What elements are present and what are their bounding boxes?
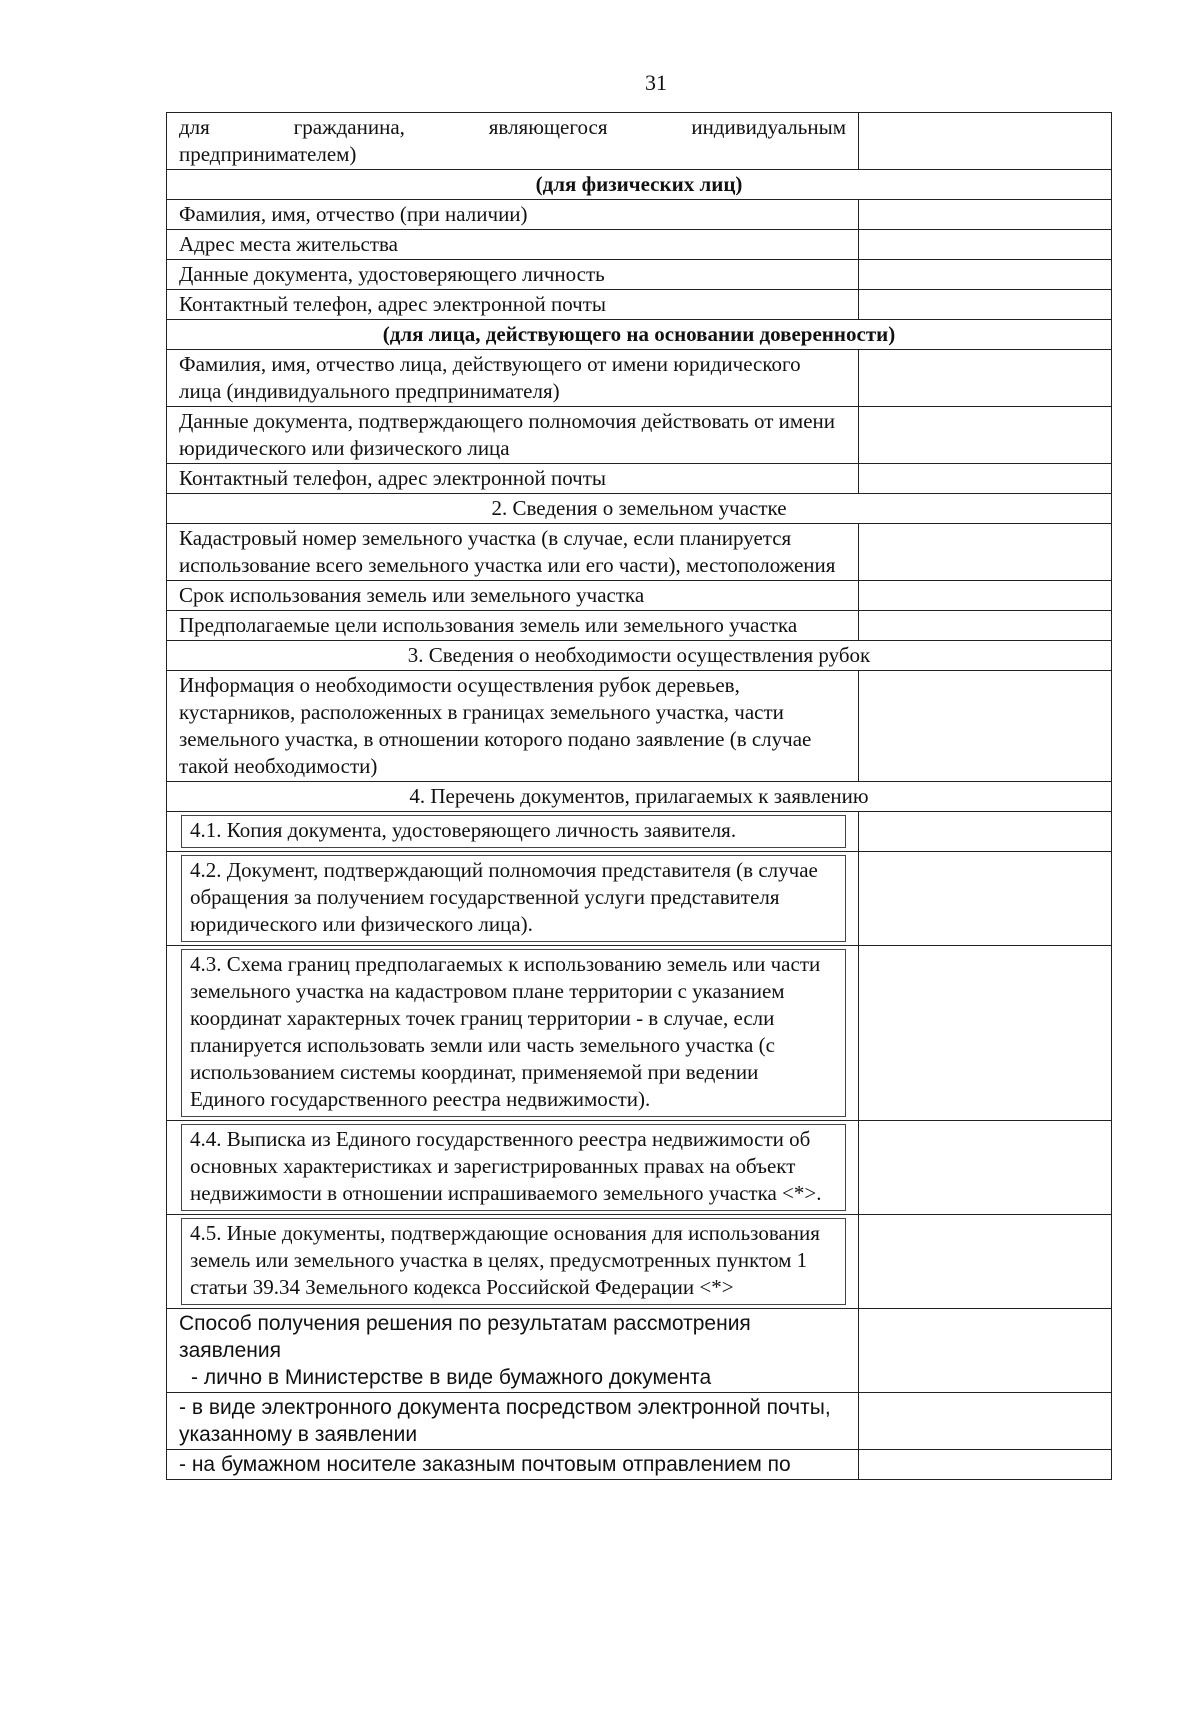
- table-row: [167, 671, 1112, 782]
- value-cell[interactable]: [859, 581, 1112, 611]
- value-cell[interactable]: [859, 671, 1112, 782]
- doc-4-5: 4.5. Иные документы, подтверждающие основания для использования земель или земельного участка в целях, предусмотренных пунктом 1 статьи 39.34 Земельного кодекса Российской Федерации <*>: [181, 1218, 846, 1305]
- value-cell[interactable]: [859, 1309, 1112, 1393]
- table-row: [167, 1393, 1112, 1450]
- doc-item-cell: [167, 946, 859, 1121]
- value-cell[interactable]: [859, 524, 1112, 581]
- section-header-row: [167, 320, 1112, 350]
- ip-line-1: для гражданина, являющегося индивидуальным: [179, 115, 846, 139]
- table-row: [167, 1215, 1112, 1309]
- cadastral-number-label: Кадастровый номер земельного участка (в случае, если планируется использование всего земельного участка или его части), местоположения: [167, 524, 859, 581]
- value-cell[interactable]: [859, 1450, 1112, 1480]
- table-row: [167, 464, 1112, 494]
- table-row: [167, 290, 1112, 320]
- table-row: [167, 852, 1112, 946]
- table-row: [167, 230, 1112, 260]
- section-proxy: (для лица, действующего на основании доверенности): [167, 320, 1112, 350]
- table-row: [167, 1121, 1112, 1215]
- proxy-contact-label: Контактный телефон, адрес электронной почты: [167, 464, 859, 494]
- doc-item-cell: [167, 1215, 859, 1309]
- table-row: [167, 407, 1112, 464]
- value-cell[interactable]: [859, 1121, 1112, 1215]
- value-cell[interactable]: [859, 350, 1112, 407]
- table-row: [167, 611, 1112, 641]
- individual-name-label: Фамилия, имя, отчество (при наличии): [167, 200, 859, 230]
- doc-item-cell: [167, 1121, 859, 1215]
- table-row: [167, 1450, 1112, 1480]
- row-label: [167, 113, 859, 170]
- value-cell[interactable]: [859, 1215, 1112, 1309]
- doc-4-1: 4.1. Копия документа, удостоверяющего личность заявителя.: [181, 815, 846, 848]
- application-form-table: [166, 112, 1112, 1480]
- doc-4-3: 4.3. Схема границ предполагаемых к использованию земель или части земельного участка на кадастровом плане территории с указанием координат характерных точек границ территории - в случае, если планируется использовать земли или часть земельного участка (с использованием системы координат, применяемой при ведении Единого государственного реестра недвижимости).: [181, 949, 846, 1117]
- section-header-row: [167, 494, 1112, 524]
- value-cell[interactable]: [859, 260, 1112, 290]
- table-row: [167, 946, 1112, 1121]
- delivery-method-cell: [167, 1309, 859, 1393]
- proxy-authority-doc-label: Данные документа, подтверждающего полномочия действовать от имени юридического или физического лица: [167, 407, 859, 464]
- doc-item-cell: [167, 852, 859, 946]
- delivery-method-label: Способ получения решения по результатам рассмотрения заявления: [179, 1312, 751, 1362]
- page-number: 31: [645, 70, 667, 95]
- doc-4-2: 4.2. Документ, подтверждающий полномочия представителя (в случае обращения за получением государственной услуги представителя юридического или физического лица).: [181, 855, 846, 942]
- delivery-post-label: - на бумажном носителе заказным почтовым отправлением по: [167, 1450, 859, 1480]
- individual-contact-label: Контактный телефон, адрес электронной почты: [167, 290, 859, 320]
- table-row: [167, 350, 1112, 407]
- proxy-name-label: Фамилия, имя, отчество лица, действующего от имени юридического лица (индивидуального предпринимателя): [167, 350, 859, 407]
- value-cell[interactable]: [859, 1393, 1112, 1450]
- table-row: [167, 524, 1112, 581]
- value-cell[interactable]: [859, 464, 1112, 494]
- value-cell[interactable]: [859, 946, 1112, 1121]
- table-row: [167, 113, 1112, 170]
- value-cell[interactable]: [859, 852, 1112, 946]
- section-header-row: [167, 641, 1112, 671]
- table-row: [167, 200, 1112, 230]
- table-row: [167, 812, 1112, 852]
- doc-item-cell: [167, 812, 859, 852]
- delivery-email-label: - в виде электронного документа посредством электронной почты, указанному в заявлении: [167, 1393, 859, 1450]
- value-cell[interactable]: [859, 611, 1112, 641]
- individual-id-doc-label: Данные документа, удостоверяющего личность: [167, 260, 859, 290]
- table-row: [167, 260, 1112, 290]
- individual-address-label: Адрес места жительства: [167, 230, 859, 260]
- section-2-heading: 2. Сведения о земельном участке: [167, 494, 1112, 524]
- delivery-in-person-label: - лично в Министерстве в виде бумажного документа: [191, 1366, 712, 1389]
- table-row: [167, 581, 1112, 611]
- ip-line-2: предпринимателем): [179, 142, 357, 166]
- usage-purpose-label: Предполагаемые цели использования земель или земельного участка: [167, 611, 859, 641]
- value-cell[interactable]: [859, 290, 1112, 320]
- value-cell[interactable]: [859, 200, 1112, 230]
- value-cell[interactable]: [859, 407, 1112, 464]
- section-individuals: (для физических лиц): [167, 170, 1112, 200]
- table-row: [167, 1309, 1112, 1393]
- section-4-heading: 4. Перечень документов, прилагаемых к заявлению: [167, 782, 1112, 812]
- section-3-heading: 3. Сведения о необходимости осуществления рубок: [167, 641, 1112, 671]
- value-cell[interactable]: [859, 230, 1112, 260]
- doc-4-4: 4.4. Выписка из Единого государственного реестра недвижимости об основных характеристиках и зарегистрированных правах на объект недвижимости в отношении испрашиваемого земельного участка <*>.: [181, 1124, 846, 1211]
- section-header-row: [167, 782, 1112, 812]
- value-cell[interactable]: [859, 113, 1112, 170]
- felling-info-label: Информация о необходимости осуществления рубок деревьев, кустарников, расположенных в границах земельного участка, части земельного участка, в отношении которого подано заявление (в случае такой необходимости): [167, 671, 859, 782]
- section-header-row: [167, 170, 1112, 200]
- value-cell[interactable]: [859, 812, 1112, 852]
- usage-term-label: Срок использования земель или земельного участка: [167, 581, 859, 611]
